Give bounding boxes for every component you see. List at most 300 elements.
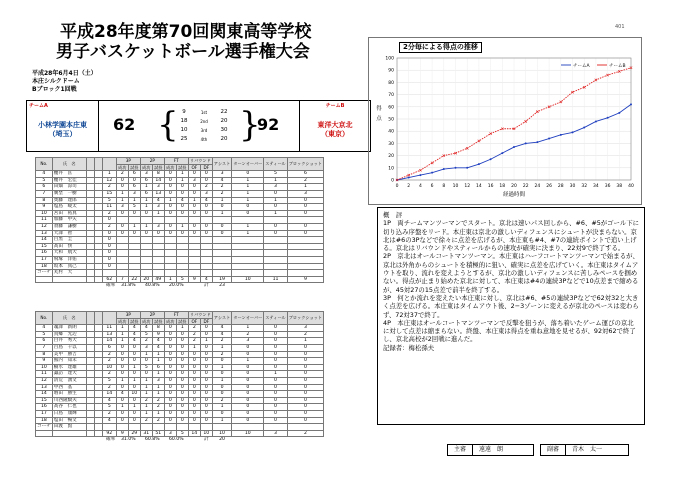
- stat-cell: 1: [212, 197, 231, 204]
- data-point: [466, 167, 468, 169]
- player-row: [36, 217, 324, 224]
- stat-cell: 12: [36, 377, 53, 384]
- stat-cell: 3: [287, 325, 323, 332]
- stat-cell: 0: [164, 384, 176, 391]
- stat-cell: [164, 424, 176, 431]
- stat-cell: 1: [232, 223, 264, 230]
- stat-cell: 真郷 光辺: [52, 331, 86, 338]
- stat-cell: 0: [164, 338, 176, 345]
- stat-cell: 0: [176, 344, 188, 351]
- stat-cell: [94, 397, 102, 404]
- stat-cell: 0: [212, 230, 231, 237]
- stat-cell: 奥藤 達郎: [52, 197, 86, 204]
- team-b-cell: [299, 101, 370, 151]
- stat-cell: 0: [200, 417, 212, 424]
- stat-cell: 1: [264, 177, 287, 184]
- stat-cell: 0: [128, 351, 140, 358]
- stat-cell: 0: [232, 391, 264, 398]
- stat-cell: 2: [102, 384, 116, 391]
- total-cell: 92: [102, 430, 116, 437]
- stat-cell: 1: [152, 410, 164, 417]
- stat-cell: 0: [140, 230, 152, 237]
- stat-cell: [164, 256, 176, 263]
- team-b-name: 東洋大京北: [317, 121, 353, 129]
- header-3p: 3P: [116, 312, 140, 319]
- total-cell: 10: [200, 430, 212, 437]
- stat-cell: 0: [232, 384, 264, 391]
- total-cell: 20: [140, 276, 152, 283]
- stat-cell: [128, 263, 140, 270]
- stat-cell: [86, 204, 94, 211]
- stat-cell: 4: [212, 331, 231, 338]
- stat-cell: [86, 177, 94, 184]
- stat-cell: [287, 424, 323, 431]
- stat-cell: 0: [200, 377, 212, 384]
- stat-cell: [86, 404, 94, 411]
- x-tick-label: 16: [487, 184, 494, 189]
- stat-cell: 0: [200, 331, 212, 338]
- stat-cell: [116, 263, 128, 270]
- stat-cell: 14: [36, 391, 53, 398]
- stat-cell: 1: [232, 358, 264, 365]
- header-sub: 成功: [118, 164, 127, 170]
- stat-cell: 0: [128, 344, 140, 351]
- stat-cell: 坂本 真己: [52, 263, 86, 270]
- stat-cell: 0: [200, 371, 212, 378]
- x-tick-label: 20: [511, 184, 517, 189]
- stat-cell: 1: [176, 177, 188, 184]
- stat-cell: 1: [140, 391, 152, 398]
- stat-cell: 0: [102, 237, 116, 244]
- stat-cell: 0: [164, 417, 176, 424]
- stat-cell: 日島 康輝: [52, 410, 86, 417]
- stat-cell: 5: [36, 177, 53, 184]
- stat-cell: [94, 404, 102, 411]
- stat-cell: 0: [102, 243, 116, 250]
- player-row: [36, 364, 324, 371]
- stat-cell: [152, 263, 164, 270]
- header-name: 氏 名: [52, 312, 86, 325]
- stat-cell: [86, 243, 94, 250]
- stat-cell: 4: [176, 197, 188, 204]
- stat-cell: 諏訪 達大: [52, 371, 86, 378]
- stat-cell: [94, 417, 102, 424]
- stat-cell: 0: [264, 397, 287, 404]
- stat-cell: 2: [212, 351, 231, 358]
- stat-cell: [140, 256, 152, 263]
- stat-cell: [188, 263, 200, 270]
- stat-cell: 2: [200, 184, 212, 191]
- player-row: [36, 351, 324, 358]
- stat-cell: 0: [232, 404, 264, 411]
- stat-cell: [94, 263, 102, 270]
- team-b-stats: [35, 311, 324, 443]
- x-tick-label: 32: [581, 184, 588, 189]
- player-row: [36, 371, 324, 378]
- stat-cell: 0: [188, 204, 200, 211]
- stat-cell: 0: [264, 344, 287, 351]
- stat-cell: [164, 217, 176, 224]
- stat-cell: 0: [128, 371, 140, 378]
- stat-cell: [86, 391, 94, 398]
- stat-cell: 1: [128, 223, 140, 230]
- stat-cell: [86, 338, 94, 345]
- y-tick-label: 100: [385, 56, 394, 62]
- x-tick-label: 0: [395, 184, 399, 189]
- stat-cell: 3: [212, 171, 231, 178]
- stat-cell: [264, 424, 287, 431]
- stat-cell: 3: [140, 171, 152, 178]
- stat-cell: 4: [116, 391, 128, 398]
- stat-cell: 11: [36, 217, 53, 224]
- stat-cell: 4: [212, 177, 231, 184]
- stat-cell: 0: [264, 190, 287, 197]
- stat-cell: [86, 184, 94, 191]
- stat-cell: 18: [36, 417, 53, 424]
- stat-cell: 1: [264, 371, 287, 378]
- stat-cell: 13: [36, 230, 53, 237]
- stat-cell: [94, 237, 102, 244]
- y-tick-label: 10: [388, 166, 394, 172]
- stat-cell: 3: [232, 338, 264, 345]
- total-cell: 3: [264, 430, 287, 437]
- stat-cell: 0: [188, 190, 200, 197]
- stat-cell: 1: [128, 197, 140, 204]
- title-line-2: 男子バスケットボール選手権大会: [56, 42, 310, 62]
- x-tick-label: 18: [499, 184, 506, 189]
- stat-cell: 1: [232, 190, 264, 197]
- stat-cell: [140, 263, 152, 270]
- stat-cell: 0: [176, 364, 188, 371]
- stat-cell: [212, 217, 231, 224]
- stat-cell: 0: [188, 377, 200, 384]
- commentary-paragraph: 2P 京北はオールコートマンツーマン。本庄東はハーフコートマンツーマンで始まるが、京北は外角からのシュートを積極的に狙い、確実に点差を広げていく。本庄東はタイムアウトを取り、流れを変えようとするが、京北の激しいディフェンスに苦しみペースを掴めない。得点が止まり始めた京北に対して、本庄東は#4の連続3Pなどで10点差まで縮めるが、45対27の15点差で前半を終了する。: [383, 252, 639, 294]
- stat-cell: 0: [164, 351, 176, 358]
- stat-cell: 0: [200, 397, 212, 404]
- stat-cell: 0: [128, 177, 140, 184]
- y-axis-label: 得: [376, 106, 382, 112]
- stat-cell: 1: [152, 358, 164, 365]
- stat-cell: [94, 230, 102, 237]
- stat-cell: 0: [164, 223, 176, 230]
- y-tick-label: 40: [388, 129, 394, 135]
- stat-cell: 4: [102, 417, 116, 424]
- x-tick-label: 30: [569, 184, 576, 189]
- y-tick-label: 20: [388, 154, 394, 160]
- stat-cell: 0: [287, 410, 323, 417]
- reb-total: 23: [219, 283, 225, 289]
- stat-cell: [86, 230, 94, 237]
- header-3p: 3P: [116, 158, 140, 165]
- header-sub: 試投: [154, 318, 163, 324]
- player-row: [36, 404, 324, 411]
- y-tick-label: 60: [388, 105, 394, 111]
- sub-referee: [540, 444, 629, 456]
- stat-cell: 5: [102, 404, 116, 411]
- total-cell: 11: [264, 276, 287, 283]
- stat-cell: 0: [188, 397, 200, 404]
- stat-cell: [86, 417, 94, 424]
- stat-cell: 0: [232, 417, 264, 424]
- data-point: [560, 134, 562, 136]
- stat-cell: [94, 177, 102, 184]
- stat-cell: 3: [128, 190, 140, 197]
- stat-cell: 1: [140, 197, 152, 204]
- stat-cell: [86, 384, 94, 391]
- stat-cell: 8: [36, 197, 53, 204]
- stat-cell: 4: [140, 325, 152, 332]
- stat-cell: 2: [102, 223, 116, 230]
- team-a-stats: [35, 157, 324, 289]
- stat-cell: [94, 325, 102, 332]
- header-extra: ブロックショット: [287, 158, 323, 171]
- percentage-row: [36, 283, 324, 290]
- stat-cell: 6: [152, 364, 164, 371]
- stat-cell: 0: [164, 397, 176, 404]
- stat-cell: 0: [200, 404, 212, 411]
- player-row: [36, 270, 324, 277]
- stat-cell: [232, 424, 264, 431]
- stat-cell: [86, 377, 94, 384]
- stat-cell: 0: [164, 404, 176, 411]
- total-cell: [94, 276, 102, 283]
- total-cell: [86, 276, 94, 283]
- stat-cell: 0: [164, 190, 176, 197]
- stat-cell: 6: [36, 338, 53, 345]
- stat-cell: 1: [232, 177, 264, 184]
- stat-cell: 大和 航大: [52, 250, 86, 257]
- stat-cell: 1: [212, 364, 231, 371]
- team-a-label: チームA: [29, 103, 48, 109]
- stat-cell: 15: [102, 190, 116, 197]
- x-tick-label: 4: [418, 184, 422, 189]
- stat-cell: 6: [128, 171, 140, 178]
- stat-cell: 0: [212, 358, 231, 365]
- stat-cell: 0: [116, 210, 128, 217]
- player-row: [36, 177, 324, 184]
- stat-cell: [264, 243, 287, 250]
- game-venue: 本庄シルクドーム: [32, 78, 80, 85]
- player-row: [36, 358, 324, 365]
- stat-cell: 5: [140, 364, 152, 371]
- player-row: [36, 184, 324, 191]
- stat-cell: 0: [200, 351, 212, 358]
- stat-cell: 1: [188, 344, 200, 351]
- stat-cell: 14: [36, 237, 53, 244]
- stat-cell: 0: [232, 344, 264, 351]
- stat-cell: 5: [128, 204, 140, 211]
- stat-cell: [94, 190, 102, 197]
- reb-total: 20: [219, 437, 225, 443]
- stat-cell: 0: [232, 377, 264, 384]
- stat-cell: 0: [176, 404, 188, 411]
- stat-cell: 4: [128, 325, 140, 332]
- stat-cell: [212, 256, 231, 263]
- stat-cell: 2: [116, 171, 128, 178]
- stat-cell: 0: [200, 410, 212, 417]
- y-tick-label: 0: [391, 178, 394, 184]
- brace-right: }: [239, 105, 261, 145]
- team-a-score: 62: [113, 115, 136, 134]
- stat-cell: [86, 263, 94, 270]
- stat-cell: 白井 秀大: [52, 338, 86, 345]
- stat-cell: 0: [287, 404, 323, 411]
- stat-cell: 1: [176, 325, 188, 332]
- stat-cell: [188, 243, 200, 250]
- header-sub: 成功: [118, 318, 127, 324]
- total-cell: 31: [140, 430, 152, 437]
- total-cell: 5: [176, 430, 188, 437]
- stat-cell: 宮田 祐真: [52, 210, 86, 217]
- stat-cell: 1: [212, 417, 231, 424]
- stat-cell: [264, 237, 287, 244]
- stat-cell: 0: [116, 230, 128, 237]
- stat-cell: 0: [176, 377, 188, 384]
- stat-cell: [94, 384, 102, 391]
- stat-cell: 0: [140, 358, 152, 365]
- stat-cell: 6: [36, 184, 53, 191]
- stat-cell: 3: [140, 344, 152, 351]
- stat-cell: [176, 237, 188, 244]
- stat-cell: [86, 364, 94, 371]
- stat-cell: [86, 331, 94, 338]
- stat-cell: 1: [140, 184, 152, 191]
- stat-cell: 9: [36, 358, 53, 365]
- stat-cell: 1: [140, 351, 152, 358]
- stat-cell: [94, 217, 102, 224]
- stat-cell: 2: [188, 338, 200, 345]
- stat-cell: [140, 217, 152, 224]
- stat-cell: 1: [152, 371, 164, 378]
- stat-cell: [128, 217, 140, 224]
- stat-cell: 16: [36, 404, 53, 411]
- x-tick-label: 22: [522, 184, 529, 189]
- stat-cell: 4: [212, 325, 231, 332]
- header-sub: OF: [188, 164, 200, 171]
- stat-cell: [86, 410, 94, 417]
- player-row: [36, 250, 324, 257]
- stat-cell: 0: [140, 371, 152, 378]
- stat-cell: 1: [232, 184, 264, 191]
- stat-cell: 0: [176, 410, 188, 417]
- stat-cell: 廣埜 一樹: [52, 190, 86, 197]
- stat-cell: 川西隆騎夫: [52, 397, 86, 404]
- stat-cell: 3: [116, 204, 128, 211]
- x-tick-label: 2: [407, 184, 411, 189]
- stat-cell: [94, 358, 102, 365]
- stat-cell: [264, 256, 287, 263]
- stat-cell: 0: [176, 190, 188, 197]
- stat-cell: 1: [232, 325, 264, 332]
- stat-cell: 0: [232, 210, 264, 217]
- stat-cell: [287, 217, 323, 224]
- stat-cell: 1: [212, 210, 231, 217]
- stat-cell: 11: [36, 371, 53, 378]
- stat-cell: [86, 397, 94, 404]
- stat-cell: [287, 263, 323, 270]
- player-row: [36, 171, 324, 178]
- player-row: [36, 204, 324, 211]
- stat-cell: 0: [200, 210, 212, 217]
- stat-cell: 1: [152, 384, 164, 391]
- stat-cell: 2: [102, 371, 116, 378]
- header-extra: スティール: [264, 312, 287, 325]
- stat-cell: [164, 237, 176, 244]
- stat-cell: 0: [264, 391, 287, 398]
- stat-cell: 0: [164, 371, 176, 378]
- stat-cell: コーチ: [37, 424, 51, 430]
- stat-cell: 1: [140, 204, 152, 211]
- stat-cell: 0: [140, 210, 152, 217]
- stat-cell: 0: [116, 223, 128, 230]
- stat-cell: [176, 217, 188, 224]
- stat-cell: 大澤 智: [52, 230, 86, 237]
- stat-cell: [200, 270, 212, 277]
- header-reb: リバウンド: [189, 312, 211, 317]
- stat-cell: [86, 344, 94, 351]
- stat-cell: [200, 256, 212, 263]
- header-sub: 試投: [178, 318, 187, 324]
- stat-cell: 0: [164, 325, 176, 332]
- stat-cell: 0: [128, 210, 140, 217]
- stat-cell: 櫻井 匡: [52, 171, 86, 178]
- total-cell: 19: [212, 276, 231, 283]
- stat-cell: [94, 184, 102, 191]
- stat-cell: 1: [152, 391, 164, 398]
- stat-cell: コーチ: [37, 270, 51, 276]
- stat-cell: [212, 270, 231, 277]
- team-b-pref: （東京）: [321, 130, 349, 138]
- stat-cell: [116, 270, 128, 277]
- total-cell: 22: [128, 276, 140, 283]
- stat-header-row: [36, 312, 324, 319]
- stat-cell: [94, 243, 102, 250]
- stat-cell: 0: [287, 364, 323, 371]
- stat-cell: 1: [232, 230, 264, 237]
- stat-cell: [164, 263, 176, 270]
- stat-cell: 2: [212, 338, 231, 345]
- stat-cell: 美甲 勝吉: [52, 351, 86, 358]
- stat-cell: 中西 基: [52, 384, 86, 391]
- x-tick-label: 28: [557, 184, 564, 189]
- data-point: [525, 142, 527, 144]
- player-row: [36, 256, 324, 263]
- stat-cell: [212, 237, 231, 244]
- stat-cell: [232, 243, 264, 250]
- stat-cell: 17: [36, 410, 53, 417]
- stat-cell: 2: [140, 417, 152, 424]
- stat-cell: 1: [116, 325, 128, 332]
- stat-cell: 0: [188, 358, 200, 365]
- stat-cell: [86, 256, 94, 263]
- stat-cell: 0: [164, 331, 176, 338]
- stat-cell: [116, 250, 128, 257]
- stat-cell: 6: [140, 190, 152, 197]
- stat-cell: [94, 371, 102, 378]
- data-point: [583, 127, 585, 129]
- header-sub: OF: [188, 318, 200, 325]
- stat-cell: 0: [188, 364, 200, 371]
- title-line-1: 平成28年度第70回関東高等学校: [60, 22, 312, 42]
- header-sub: DF: [200, 318, 212, 325]
- stat-cell: [94, 410, 102, 417]
- stat-cell: 2: [102, 210, 116, 217]
- data-point: [455, 167, 457, 169]
- stat-cell: 0: [188, 404, 200, 411]
- team-b-stat-table: [35, 311, 324, 443]
- stat-cell: 0: [102, 256, 116, 263]
- header-sub: DF: [200, 164, 212, 171]
